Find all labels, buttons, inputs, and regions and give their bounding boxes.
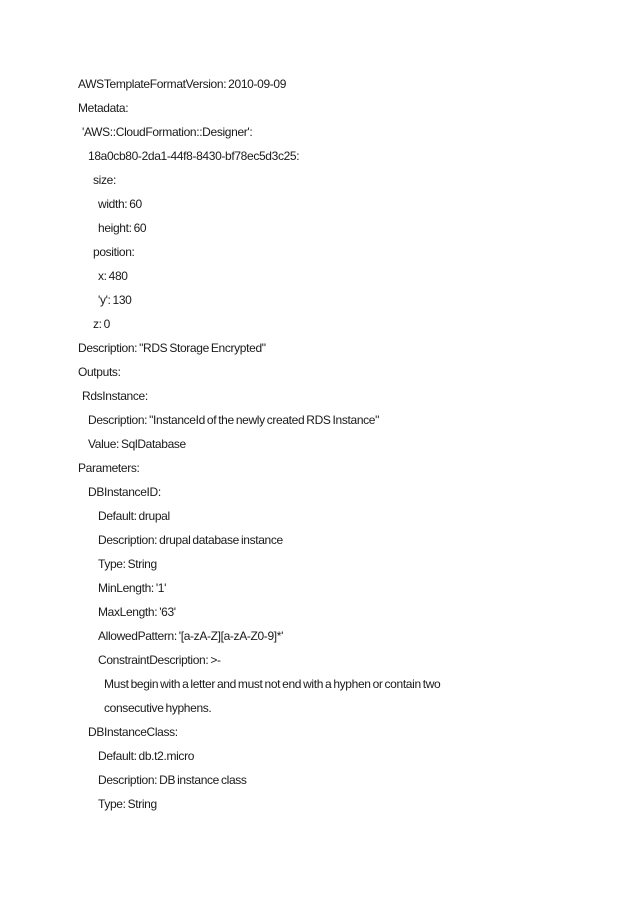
template-line: height: 60: [98, 221, 147, 235]
template-line: Description: "InstanceId of the newly created RDS Instance": [88, 413, 380, 427]
template-line: consecutive hyphens.: [104, 701, 212, 715]
template-line: AWSTemplateFormatVersion: 2010-09-09: [78, 77, 287, 91]
template-line: MaxLength: '63': [98, 605, 176, 619]
template-line: Value: SqlDatabase: [88, 437, 186, 451]
template-line: Default: db.t2.micro: [98, 749, 195, 763]
template-line: x: 480: [98, 269, 128, 283]
template-line: Type: String: [98, 557, 157, 571]
template-line: DBInstanceID:: [88, 485, 161, 499]
template-line: Must begin with a letter and must not end with a hyphen or contain two: [104, 677, 441, 691]
template-line: Description: drupal database instance: [98, 533, 283, 547]
template-line: Default: drupal: [98, 509, 170, 523]
template-line: width: 60: [98, 197, 142, 211]
template-line: Parameters:: [78, 461, 140, 475]
template-line: AllowedPattern: '[a-zA-Z][a-zA-Z0-9]*': [98, 629, 284, 643]
template-line: ConstraintDescription: >-: [98, 653, 221, 667]
template-line: Description: DB instance class: [98, 773, 247, 787]
template-line: 'AWS::CloudFormation::Designer':: [82, 125, 253, 139]
template-line: DBInstanceClass:: [88, 725, 178, 739]
template-line: Outputs:: [78, 365, 121, 379]
template-line: Metadata:: [78, 101, 129, 115]
template-line: z: 0: [93, 317, 110, 331]
yaml-template-text: [78, 75, 440, 819]
template-line: 18a0cb80-2da1-44f8-8430-bf78ec5d3c25:: [88, 149, 300, 163]
template-line: Type: String: [98, 797, 157, 811]
template-line: Description: "RDS Storage Encrypted": [78, 341, 266, 355]
template-line: size:: [93, 173, 116, 187]
template-line: MinLength: '1': [98, 581, 167, 595]
template-line: position:: [93, 245, 135, 259]
template-line: RdsInstance:: [82, 389, 148, 403]
template-line: 'y': 130: [98, 293, 132, 307]
